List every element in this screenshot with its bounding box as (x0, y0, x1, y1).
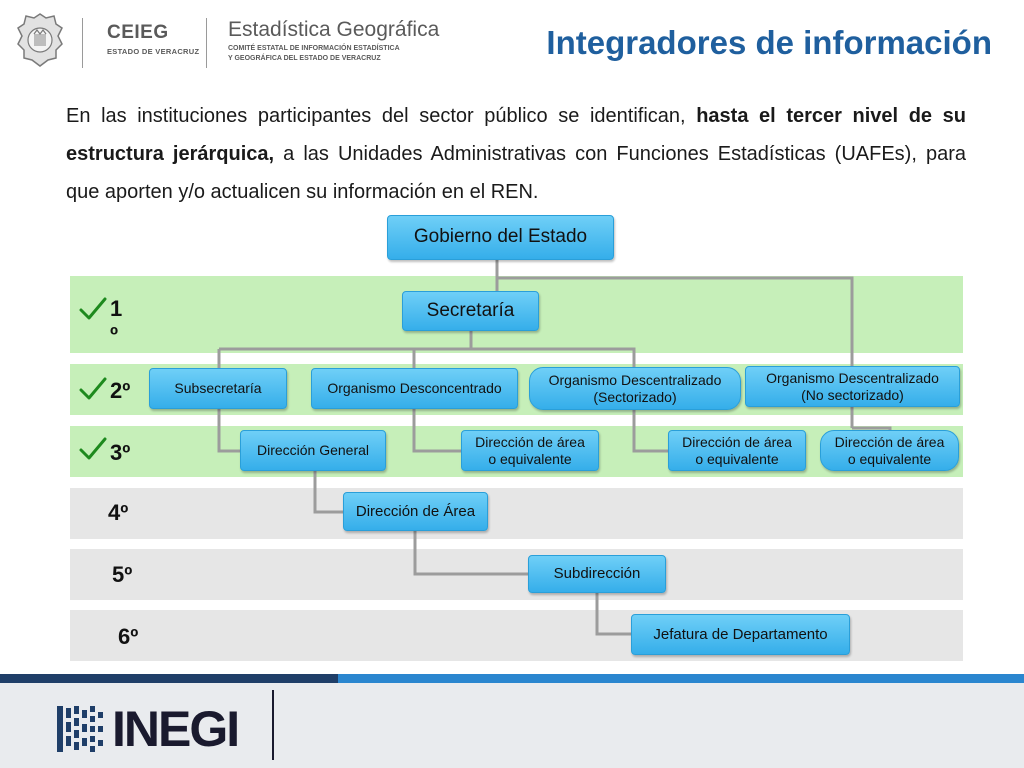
estadistica-geografica-logo-text: Estadística Geográfica (228, 18, 440, 41)
intro-text-part2: a las Unidades Administrativas con Funciones Estadísticas (UAFEs), para que aporten y/o actualicen su información en el REN. (66, 143, 967, 203)
level-label-1: 1º (110, 296, 123, 347)
org-box-direccion-general (240, 430, 386, 471)
org-box-label-line2: (Sectorizado) (593, 388, 677, 405)
org-box-label: Subsecretaría (174, 380, 262, 397)
org-box-label-line1: Organismo Descentralizado (766, 369, 939, 386)
org-box-secretaria (402, 291, 539, 331)
org-box-label: Dirección de Área (355, 502, 476, 520)
org-box-direccion-de-area (343, 492, 488, 531)
header-divider (82, 18, 83, 68)
header-divider (206, 18, 207, 68)
check-icon (78, 376, 108, 402)
org-box-organismo-descentralizado-sectorizado (529, 367, 741, 410)
slide-title: Integradores de información (546, 24, 992, 61)
ceieg-logo-subtext: ESTADO DE VERACRUZ (107, 47, 200, 56)
inegi-logo-text: INEGI (112, 701, 239, 757)
org-box-label-line2: o equivalente (847, 450, 932, 467)
org-box-label: Dirección General (256, 442, 370, 459)
org-box-label: Secretaría (426, 299, 515, 321)
intro-text-part1: En las instituciones participantes del sector público se identifican, (66, 105, 697, 127)
org-box-direccion-area-equivalente (461, 430, 599, 471)
level-label-3: 3º (110, 440, 131, 465)
org-box-label: Jefatura de Departamento (653, 625, 828, 643)
level-label-5: 5º (112, 562, 133, 587)
check-icon (78, 296, 108, 322)
footer-bar-dark (0, 674, 338, 683)
eg-logo-subtext-line2: Y GEOGRÁFICA DEL ESTADO DE VERACRUZ (228, 55, 381, 62)
org-box-subdireccion (528, 555, 666, 593)
org-box-jefatura-de-departamento (631, 614, 850, 655)
org-box-label: Gobierno del Estado (413, 226, 588, 248)
org-box-organismo-desconcentrado (311, 368, 518, 409)
org-box-label-line1: Organismo Descentralizado (548, 371, 722, 388)
org-box-label-line1: Dirección de área (682, 433, 792, 450)
level-band-4 (70, 488, 963, 539)
org-box-label-line1: Dirección de área (834, 433, 945, 450)
footer-divider (272, 690, 274, 760)
org-box-organismo-descentralizado-no-sectorizado (745, 366, 960, 407)
intro-paragraph (66, 97, 966, 211)
footer-bar-light (338, 674, 1024, 683)
org-box-label: Subdirección (553, 565, 641, 582)
veracruz-seal-logo (16, 12, 64, 68)
intro-text-bold: hasta el tercer nivel de su estructura jerárquica, (66, 105, 967, 165)
org-box-label-line2: o equivalente (695, 450, 779, 467)
org-box-direccion-area-equivalente (820, 430, 959, 471)
level-label-2: 2º (110, 378, 131, 403)
org-box-direccion-area-equivalente (668, 430, 806, 471)
ceieg-logo-text: CEIEG (107, 22, 169, 43)
org-box-label-line2: (No sectorizado) (801, 386, 904, 403)
org-box-label: Organismo Desconcentrado (327, 380, 502, 397)
inegi-dots-logo-icon (57, 706, 109, 752)
check-icon (78, 436, 108, 462)
level-label-6: 6º (118, 624, 139, 649)
org-box-subsecretaria (149, 368, 287, 409)
level-band-5 (70, 549, 963, 600)
eg-logo-subtext-line1: COMITÉ ESTATAL DE INFORMACIÓN ESTADÍSTICA (228, 45, 400, 52)
org-box-label-line1: Dirección de área (475, 433, 585, 450)
org-box-gobierno-del-estado (387, 215, 614, 260)
org-box-label-line2: o equivalente (488, 450, 572, 467)
level-label-4: 4º (108, 500, 129, 525)
